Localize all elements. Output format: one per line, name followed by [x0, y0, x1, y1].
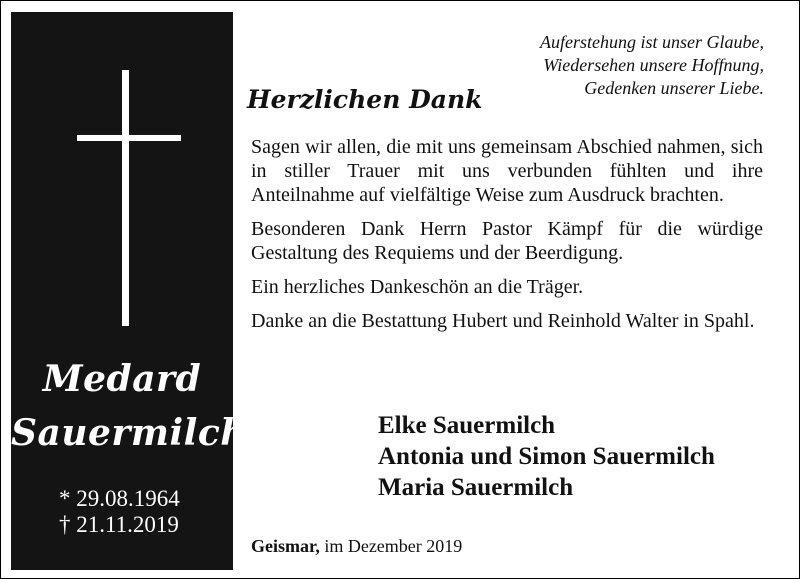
footer-date: im Dezember 2019: [324, 536, 463, 556]
death-date: † 21.11.2019: [59, 512, 179, 537]
signers: [378, 410, 715, 503]
paragraph: Danke an die Bestattung Hubert und Reinhold Walter in Spahl.: [251, 310, 755, 332]
deceased-last-name: Sauermilch: [11, 412, 247, 454]
cross-icon: [122, 70, 129, 326]
motto-line: Gedenken unserer Liebe.: [584, 78, 764, 98]
deceased-first-name: Medard: [42, 358, 202, 400]
footer: [251, 536, 462, 557]
memorial-panel: [11, 12, 247, 570]
footer-place: Geismar,: [251, 536, 320, 556]
paragraph: Sagen wir allen, die mit uns gemeinsam Abschied nahmen, sich in stiller Trauer mit uns verbunden fühlten und ihre Anteilnahme auf vielfältige Weise zum Ausdruck brachten.: [251, 136, 763, 206]
birth-date: * 29.08.1964: [59, 486, 180, 511]
cross-icon-bar: [77, 135, 181, 141]
message-body: [251, 135, 763, 343]
paragraph: Ein herzliches Dankeschön an die Träger.: [251, 276, 584, 298]
paragraph: Besonderen Dank Herrn Pastor Kämpf für die würdige Gestaltung des Requiems und der Beerdigung.: [251, 218, 763, 264]
motto-line: Auferstehung ist unser Glaube,: [540, 32, 764, 52]
heading: Herzlichen Dank: [247, 85, 483, 114]
motto-line: Wiedersehen unsere Hoffnung,: [543, 55, 764, 75]
signer-name: Maria Sauermilch: [378, 474, 574, 501]
signer-name: Antonia und Simon Sauermilch: [378, 443, 715, 470]
motto: [540, 31, 764, 100]
signer-name: Elke Sauermilch: [378, 412, 556, 439]
